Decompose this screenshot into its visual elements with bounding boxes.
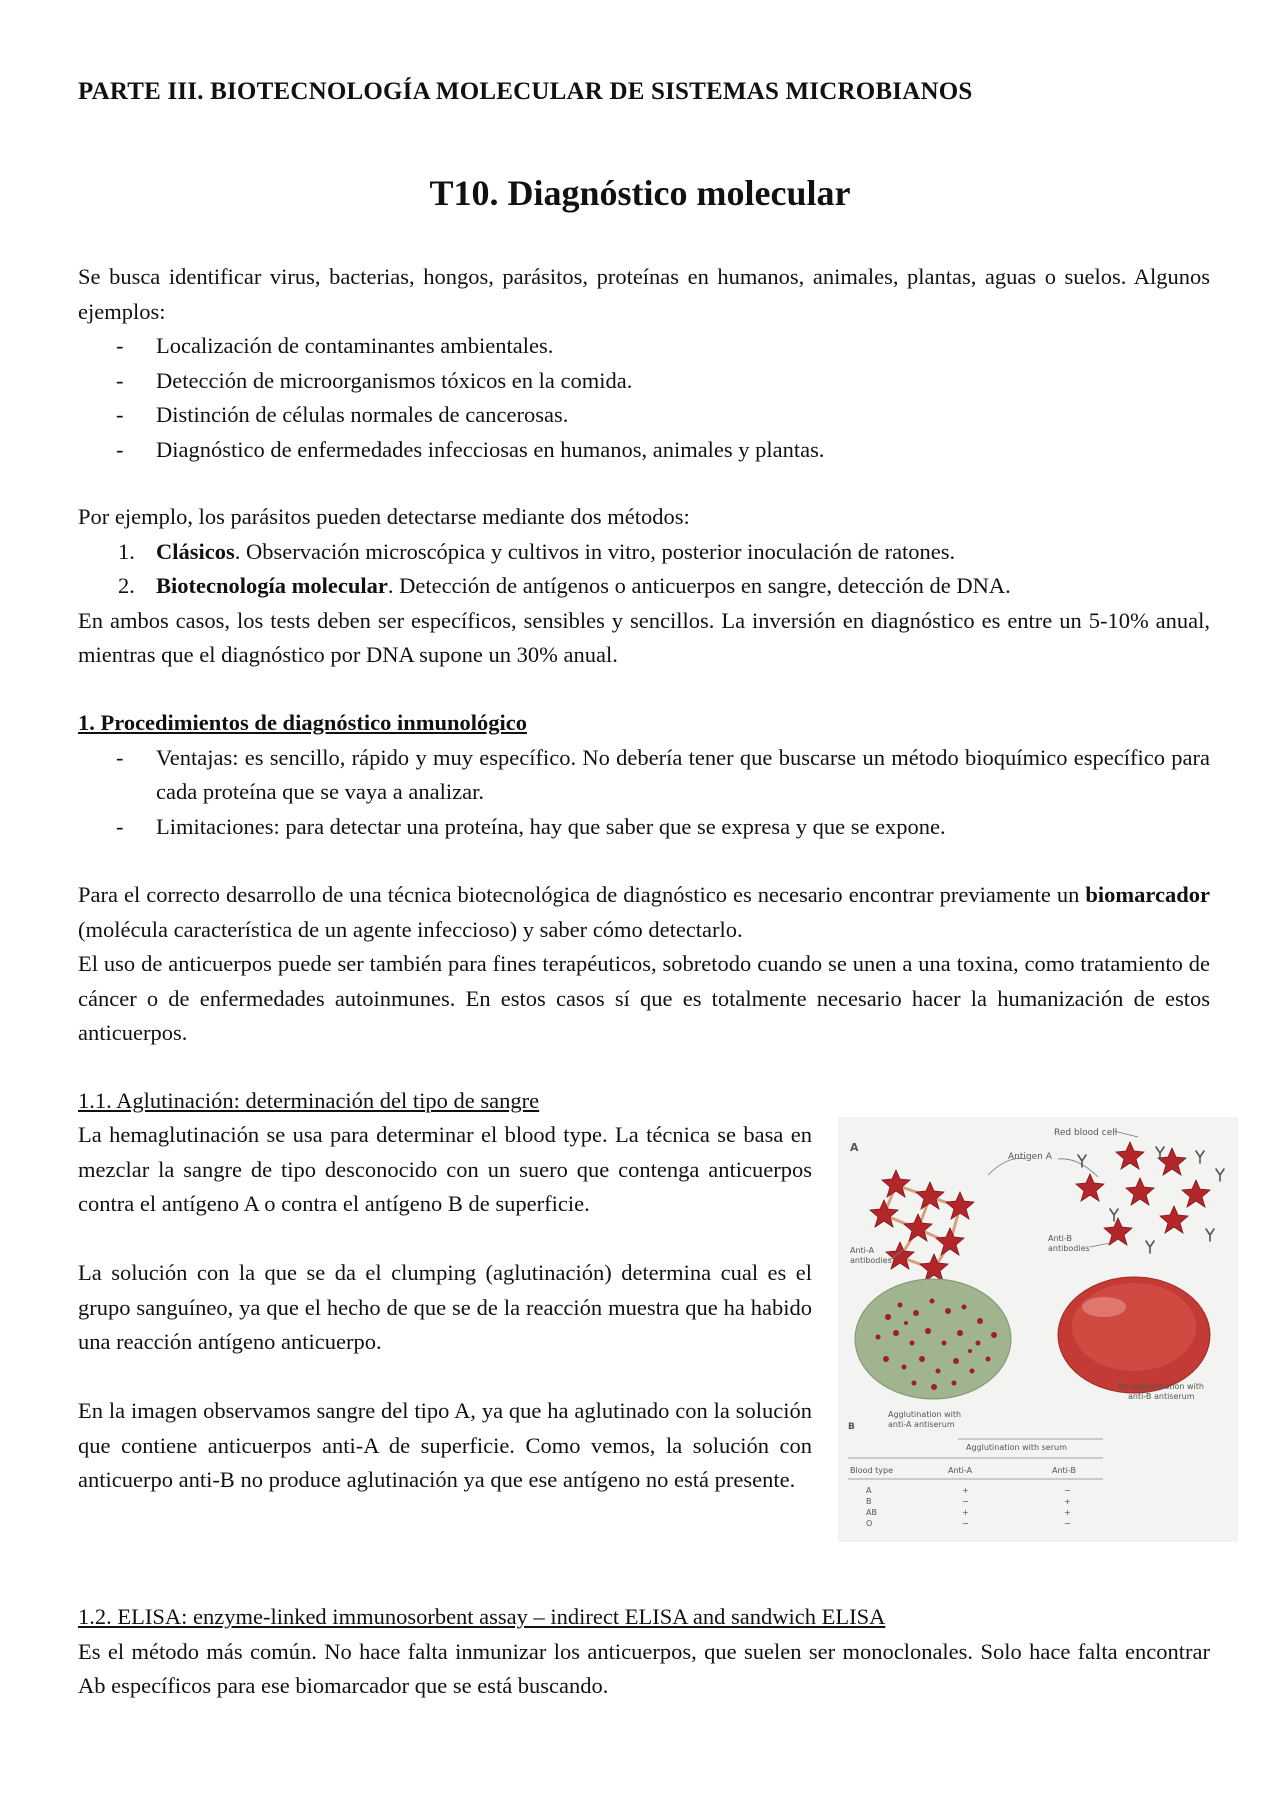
list-item-text: Distinción de células normales de cancerosas. (156, 402, 569, 427)
biomarker-term: biomarcador (1085, 882, 1210, 907)
blood-type-paragraph: En la imagen observamos sangre del tipo A, ya que ha aglutinado con la solución que contiene anticuerpos anti-A de superficie. Como vemos, la solución con anticuerpo anti-B no produce aglutinación ya que ese antígeno no está presente. (78, 1398, 812, 1492)
part-heading: PARTE III. BIOTECNOLOGÍA MOLECULAR DE SISTEMAS MICROBIANOS (78, 78, 973, 105)
biomarker-paragraph (78, 878, 1210, 947)
method-item (78, 569, 1210, 604)
method-desc: . Detección de antígenos o anticuerpos en sangre, detección de DNA. (387, 573, 1011, 598)
section-1-2-heading: 1.2. ELISA: enzyme-linked immunosorbent assay – indirect ELISA and sandwich ELISA (78, 1604, 886, 1629)
anti-a-label-2: antibodies (850, 1256, 892, 1265)
section-1 (78, 706, 1210, 844)
list-item-text: Limitaciones: para detectar una proteína, hay que saber que se expresa y que se expone. (156, 813, 946, 839)
antibody-paragraph: El uso de anticuerpos puede ser también para fines terapéuticos, sobretodo cuando se unen a una toxina, como tratamiento de cáncer o de enfermedades autoinmunes. En estos casos sí que es totalmente necesario hacer la humanización de estos anticuerpos. (78, 951, 1210, 1045)
agglutination-diagram (838, 1117, 1238, 1542)
hemagglutination-paragraph: La hemaglutinación se usa para determinar el blood type. La técnica se basa en mezclar la sangre de tipo desconocido con un suero que contenga anticuerpos contra el antígeno A o contra el antígeno B de superficie. (78, 1122, 812, 1216)
method-name: Clásicos (156, 538, 235, 564)
method-number: 1. (118, 538, 135, 564)
list-item: - Diagnóstico de enfermedades infecciosas en humanos, animales y plantas. (116, 436, 825, 462)
anti-b-label: Anti-B (1048, 1234, 1072, 1243)
anti-a-label: Anti-A (850, 1246, 875, 1255)
biomarker-text-post: (molécula característica de un agente infeccioso) y saber cómo detectarlo. (78, 916, 743, 942)
no-agglutination-caption: No agglutination with (1118, 1382, 1204, 1391)
panel-b-label: B (848, 1422, 855, 1432)
row-anti-a: − (962, 1497, 969, 1506)
list-item-text: Localización de contaminantes ambientales. (156, 333, 554, 358)
parasites-block (78, 500, 1210, 673)
section-1-1-text (78, 1118, 812, 1498)
col-anti-b: Anti-B (1052, 1466, 1076, 1475)
section-1-heading: 1. Procedimientos de diagnóstico inmunológico (78, 710, 527, 735)
list-item: - Localización de contaminantes ambientales. (116, 333, 554, 358)
agglutination-drop-icon (855, 1279, 1011, 1399)
page-title: T10. Diagnóstico molecular (429, 173, 851, 213)
row-anti-b: − (1064, 1486, 1071, 1495)
clumping-paragraph: La solución con la que se da el clumping (aglutinación) determina cual es el grupo sanguíneo, ya que el hecho de que se de la reacción muestra que ha habido una reacción antígeno anticuerpo. (78, 1260, 812, 1354)
panel-a-label: A (850, 1141, 859, 1154)
col-blood-type: Blood type (850, 1466, 893, 1475)
agglutination-figure (838, 1117, 1238, 1542)
row-type: AB (866, 1508, 877, 1517)
section-1-1-heading: 1.1. Aglutinación: determinación del tipo de sangre (78, 1088, 540, 1113)
section-1-paragraphs (78, 878, 1210, 1051)
row-type: B (866, 1497, 872, 1506)
list-item: - Ventajas: es sencillo, rápido y muy específico. No debería tener que buscarse un método bioquímico específico para cada proteína que se vaya a analizar. (116, 744, 1210, 804)
list-item-text: Ventajas: es sencillo, rápido y muy específico. No debería tener que buscarse un método bioquímico específico para cada proteína que se vaya a analizar. (156, 744, 1210, 804)
list-item-text: Diagnóstico de enfermedades infecciosas en humanos, animales y plantas. (156, 436, 825, 462)
row-anti-a: − (962, 1519, 969, 1528)
antigen-a-label: Antigen A (1008, 1152, 1052, 1162)
free-cells-icon (1076, 1142, 1224, 1253)
no-agglutination-drop-icon (1058, 1277, 1210, 1393)
row-anti-b: − (1064, 1519, 1071, 1528)
list-item: - Distinción de células normales de cancerosas. (116, 402, 569, 427)
no-agglutination-caption-2: anti-B antiserum (1128, 1392, 1195, 1401)
row-anti-b: + (1064, 1508, 1071, 1517)
col-anti-a: Anti-A (948, 1466, 973, 1475)
row-anti-a: + (962, 1508, 969, 1517)
biomarker-text-pre: Para el correcto desarrollo de una técnica biotecnológica de diagnóstico es necesario encontrar previamente un (78, 882, 1086, 907)
section-1-2 (78, 1600, 1210, 1704)
method-number: 2. (118, 573, 135, 598)
row-type: O (866, 1519, 873, 1528)
section-1-1-heading-wrap (78, 1084, 1210, 1119)
row-type: A (866, 1486, 872, 1495)
intro-paragraph: Se busca identificar virus, bacterias, hongos, parásitos, proteínas en humanos, animales, plantas, aguas o suelos. Algunos ejemplos: (78, 264, 1210, 324)
table-header: Agglutination with serum (966, 1443, 1067, 1452)
agglutination-caption: Agglutination with (888, 1410, 962, 1419)
agglutination-caption-2: anti-A antiserum (888, 1420, 955, 1429)
red-blood-cell-label: Red blood cell (1054, 1128, 1118, 1138)
elisa-paragraph: Es el método más común. No hace falta inmunizar los anticuerpos, que suelen ser monoclonales. Solo hace falta encontrar Ab específicos para ese biomarcador que se está buscando. (78, 1638, 1210, 1698)
row-anti-b: + (1064, 1497, 1071, 1506)
parasites-lead: Por ejemplo, los parásitos pueden detectarse mediante dos métodos: (78, 504, 690, 529)
intro-block (78, 260, 1210, 467)
method-name: Biotecnología molecular (156, 573, 388, 598)
row-anti-a: + (962, 1486, 969, 1495)
list-item: - Limitaciones: para detectar una proteína, hay que saber que se expresa y que se expone. (116, 813, 946, 839)
parasites-closing: En ambos casos, los tests deben ser específicos, sensibles y sencillos. La inversión en diagnóstico es entre un 5-10% anual, mientras que el diagnóstico por DNA supone un 30% anual. (78, 607, 1210, 667)
method-item (78, 535, 1210, 570)
method-desc: . Observación microscópica y cultivos in vitro, posterior inoculación de ratones. (234, 538, 956, 564)
list-item-text: Detección de microorganismos tóxicos en la comida. (156, 367, 633, 393)
anti-b-label-2: antibodies (1048, 1244, 1090, 1253)
list-item: - Detección de microorganismos tóxicos en la comida. (116, 367, 633, 393)
